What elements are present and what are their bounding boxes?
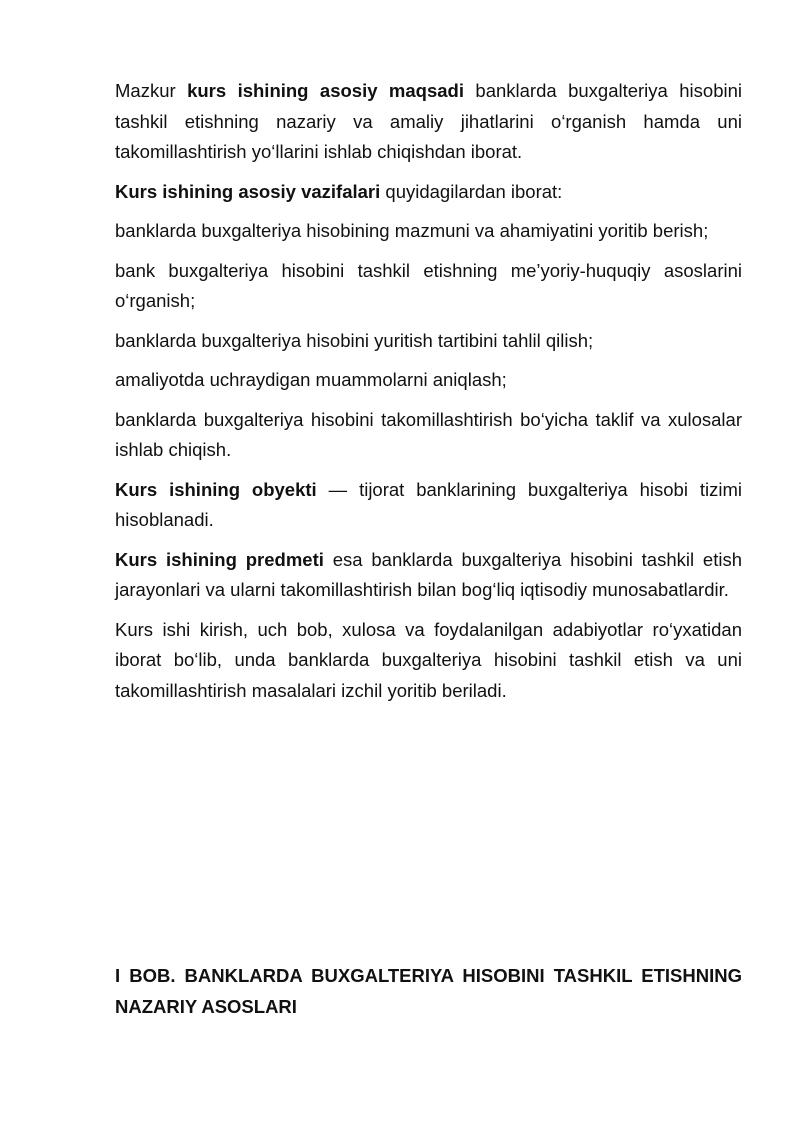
- paragraph-bold-label: Kurs ishining predmeti: [115, 548, 324, 570]
- paragraph-subject: [115, 545, 742, 606]
- document-body: [115, 76, 742, 715]
- paragraph-text: banklarda buxgalteriya hisobini tashkil etishning nazariy va amaliy jihatlarini o‘rganish hamda uni takomillashtirish yo‘llarini ishlab chiqishdan iborat.: [115, 80, 742, 162]
- paragraph-structure: Kurs ishi kirish, uch bob, xulosa va foydalanilgan adabiyotlar ro‘yxatidan iborat bo‘lib, unda banklarda buxgalteriya hisobini tashkil etish va uni takomillashtirish masalalari izchil yoritib beriladi.: [115, 618, 742, 701]
- paragraph-goal: [115, 76, 742, 168]
- paragraph-bold-label: kurs ishining asosiy maqsadi: [187, 80, 464, 101]
- paragraph-text: esa banklarda buxgalteriya hisobini tashkil etish jarayonlari va ularni takomillashtirish bilan bog‘liq iqtisodiy munosabatlardir.: [115, 548, 742, 600]
- task-item: amaliyotda uchraydigan muammolarni aniqlash;: [115, 369, 507, 390]
- task-item: banklarda buxgalteriya hisobini takomillashtirish bo‘yicha taklif va xulosalar ishlab chiqish.: [115, 408, 742, 460]
- paragraph-bold-label: Kurs ishining asosiy vazifalari: [115, 180, 381, 202]
- task-item: banklarda buxgalteriya hisobini yuritish tartibini tahlil qilish;: [115, 329, 594, 351]
- task-item: bank buxgalteriya hisobini tashkil etishning me’yoriy-huquqiy asoslarini o‘rganish;: [115, 259, 742, 311]
- paragraph-object: [115, 475, 742, 536]
- chapter-heading: I BOB. BANKLARDA BUXGALTERIYA HISOBINI TASHKIL ETISHNING NAZARIY ASOSLARI: [115, 965, 742, 1017]
- paragraph-text: quyidagilardan iborat:: [380, 180, 563, 202]
- paragraph-bold-label: Kurs ishining obyekti: [115, 478, 317, 500]
- paragraph-text: — tijorat banklarining buxgalteriya hisobi tizimi hisoblanadi.: [115, 478, 743, 530]
- paragraph-prefix: Mazkur: [115, 80, 188, 101]
- task-item: banklarda buxgalteriya hisobining mazmuni va ahamiyatini yoritib berish;: [115, 220, 709, 241]
- paragraph-tasks-intro: [115, 177, 742, 208]
